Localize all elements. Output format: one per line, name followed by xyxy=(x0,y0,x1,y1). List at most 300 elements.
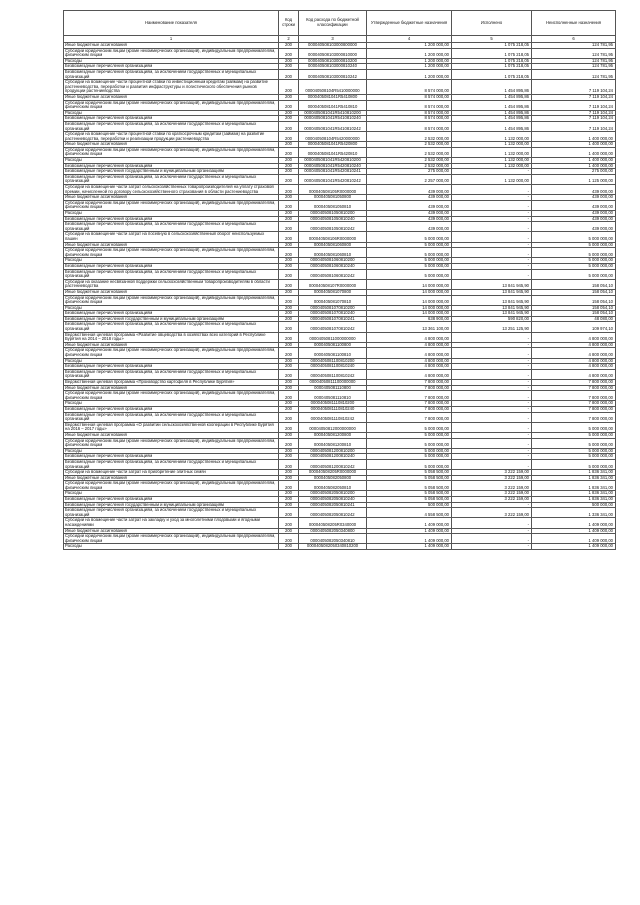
table-row xyxy=(64,422,616,432)
row-name: Безвозмездные перечисления государственным и муниципальным организациям xyxy=(64,316,279,322)
row-approved: 5 000 000,00 xyxy=(367,438,452,448)
row-code: 200 xyxy=(279,364,299,370)
row-name: Расходы xyxy=(64,58,279,64)
row-classification: 0000405081100810200 xyxy=(299,358,367,364)
row-approved: 1 409 000,00 xyxy=(367,518,452,528)
table-row xyxy=(64,121,616,131)
row-classification: 00004050811100000000 xyxy=(299,380,367,386)
row-executed: - xyxy=(452,169,532,175)
row-unexecuted: 4 800 000,00 xyxy=(532,342,616,348)
row-name: Субсидии юридическим лицам (кроме некоммерческих организаций), индивидуальным предпринимателям, физическим лицам xyxy=(64,147,279,157)
row-code: 200 xyxy=(279,216,299,222)
row-approved: 4 800 000,00 xyxy=(367,358,452,364)
row-approved: 5 000 000,00 xyxy=(367,269,452,279)
row-classification: 0000405081050810200 xyxy=(299,211,367,217)
row-executed: - xyxy=(452,369,532,379)
row-classification: 0000405082050800 xyxy=(299,475,367,481)
row-classification: 0000405081070810242 xyxy=(299,322,367,332)
row-name: Безвозмездные перечисления организациям xyxy=(64,116,279,122)
row-name: Иные бюджетные ассигнования xyxy=(64,528,279,534)
row-code: 200 xyxy=(279,332,299,342)
row-approved: 13 361 100,00 xyxy=(367,322,452,332)
row-unexecuted: 5 000 000,00 xyxy=(532,248,616,258)
row-classification: 0000405081050800 xyxy=(299,195,367,201)
row-code: 200 xyxy=(279,64,299,70)
row-code: 200 xyxy=(279,116,299,122)
row-unexecuted: 7 119 104,24 xyxy=(532,121,616,131)
row-name: Безвозмездные перечисления организациям, за исключением государственных и муниципальных организаций xyxy=(64,369,279,379)
row-classification: 0000405081041R5420810242 xyxy=(299,174,367,184)
row-unexecuted: 1 400 000,00 xyxy=(532,132,616,142)
row-approved: 2 532 000,00 xyxy=(367,163,452,169)
row-code: 200 xyxy=(279,195,299,201)
row-unexecuted: 4 800 000,00 xyxy=(532,332,616,342)
row-name: Иные бюджетные ассигнования xyxy=(64,94,279,100)
row-name: Безвозмездные перечисления организациям, за исключением государственных и муниципальных организаций xyxy=(64,508,279,518)
row-executed: 1 454 895,86 xyxy=(452,80,532,95)
row-unexecuted: 439 000,00 xyxy=(532,222,616,232)
row-approved: 4 800 000,00 xyxy=(367,348,452,358)
row-classification: 000040508103000800000 xyxy=(299,43,367,49)
row-name: Субсидии на возмещение части процентной ставки по краткосрочным кредитам (займам) на развитие растениеводства, переработки и реализации продукции растениеводства xyxy=(64,132,279,142)
column-number: 5 xyxy=(452,36,532,43)
row-classification: 0000405081100810 xyxy=(299,348,367,358)
row-classification: 0000405081070810241 xyxy=(299,316,367,322)
row-approved: 5 000 000,00 xyxy=(367,454,452,460)
row-executed: - xyxy=(452,406,532,412)
table-row xyxy=(64,459,616,469)
row-name: Субсидии на возмещение части затрат на закладку и уход за многолетними плодовыми и ягодными насаждениями xyxy=(64,518,279,528)
row-code: 200 xyxy=(279,200,299,210)
row-approved: 14 000 000,00 xyxy=(367,279,452,289)
row-name: Безвозмездные перечисления организациям, за исключением государственных и муниципальных организаций xyxy=(64,322,279,332)
row-approved: 439 000,00 xyxy=(367,222,452,232)
row-approved: 275 000,00 xyxy=(367,169,452,175)
row-name: Субсидии юридическим лицам (кроме некоммерческих организаций), индивидуальным предпринимателям, физическим лицам xyxy=(64,200,279,210)
row-approved: 14 000 000,00 xyxy=(367,289,452,295)
row-approved: 5 000 000,00 xyxy=(367,432,452,438)
row-executed: - xyxy=(452,232,532,242)
row-unexecuted: 124 781,95 xyxy=(532,58,616,64)
table-row xyxy=(64,518,616,528)
row-name: Расходы xyxy=(64,211,279,217)
row-executed: - xyxy=(452,222,532,232)
row-approved: 1 200 000,00 xyxy=(367,69,452,79)
row-classification: 000040508103000810240 xyxy=(299,64,367,70)
row-unexecuted: 5 000 000,00 xyxy=(532,263,616,269)
table-row xyxy=(64,69,616,79)
row-code: 200 xyxy=(279,406,299,412)
row-approved: 8 574 000,00 xyxy=(367,110,452,116)
row-classification: 0000405081041R5410800 xyxy=(299,94,367,100)
row-executed: 13 841 945,90 xyxy=(452,311,532,317)
row-name: Безвозмездные перечисления организациям, за исключением государственных и муниципальных организаций xyxy=(64,459,279,469)
row-classification: 0000405081041R5420810200 xyxy=(299,158,367,164)
row-classification: 0000405081070800 xyxy=(299,289,367,295)
row-executed: - xyxy=(452,438,532,448)
row-code: 200 xyxy=(279,43,299,49)
row-approved: 8 574 000,00 xyxy=(367,121,452,131)
row-unexecuted: 7 119 104,24 xyxy=(532,94,616,100)
row-code: 200 xyxy=(279,358,299,364)
row-code: 200 xyxy=(279,269,299,279)
row-classification: 0000405082050810 xyxy=(299,481,367,491)
row-classification: 0000405081041R5420810 xyxy=(299,147,367,157)
row-approved: 1 200 000,00 xyxy=(367,64,452,70)
row-name: Субсидии юридическим лицам (кроме некоммерческих организаций), индивидуальным предпринимателям, физическим лицам xyxy=(64,391,279,401)
row-name: Субсидии на возмещение части затрат сельскохозяйственных товаропроизводителей на уплату страховой премии, начисленной по договору сельскохозяйственного страхования в области растениеводства xyxy=(64,185,279,195)
row-executed: - xyxy=(452,385,532,391)
row-name: Иные бюджетные ассигнования xyxy=(64,195,279,201)
row-name: Безвозмездные перечисления организациям xyxy=(64,263,279,269)
row-executed: - xyxy=(452,454,532,460)
table-row xyxy=(64,332,616,342)
row-code: 200 xyxy=(279,279,299,289)
row-approved: 5 058 500,00 xyxy=(367,475,452,481)
row-name: Иные бюджетные ассигнования xyxy=(64,432,279,438)
row-approved: 5 000 000,00 xyxy=(367,459,452,469)
table-row xyxy=(64,534,616,544)
row-name: Расходы xyxy=(64,401,279,407)
table-row xyxy=(64,348,616,358)
row-unexecuted: 7 800 000,00 xyxy=(532,385,616,391)
table-row xyxy=(64,80,616,95)
row-classification: 000040508103000810200 xyxy=(299,58,367,64)
row-code: 200 xyxy=(279,432,299,438)
row-name: Безвозмездные перечисления организациям, за исключением государственных и муниципальных организаций xyxy=(64,269,279,279)
row-code: 200 xyxy=(279,242,299,248)
row-name: Ведомственная целевая программа «О развитии сельскохозяйственной кооперации в Республике Бурятия на 2016 – 2017 годы» xyxy=(64,422,279,432)
row-approved: 5 000 000,00 xyxy=(367,242,452,248)
row-code: 200 xyxy=(279,401,299,407)
row-unexecuted: 1 400 000,00 xyxy=(532,158,616,164)
row-approved: 14 000 000,00 xyxy=(367,295,452,305)
row-name: Расходы xyxy=(64,258,279,264)
row-approved: 439 000,00 xyxy=(367,216,452,222)
row-code: 200 xyxy=(279,544,299,550)
row-code: 200 xyxy=(279,385,299,391)
row-approved: 7 800 000,00 xyxy=(367,391,452,401)
row-executed: - xyxy=(452,448,532,454)
row-classification: 0000405081200800 xyxy=(299,432,367,438)
table-row xyxy=(64,295,616,305)
table-body xyxy=(64,43,616,550)
budget-execution-table xyxy=(63,10,616,550)
row-executed: 590 820,00 xyxy=(452,316,532,322)
row-code: 200 xyxy=(279,412,299,422)
row-unexecuted: 48 080,00 xyxy=(532,316,616,322)
row-unexecuted: 1 836 341,00 xyxy=(532,470,616,476)
row-code: 200 xyxy=(279,481,299,491)
column-number: 2 xyxy=(279,36,299,43)
row-classification: 0000405081110810240 xyxy=(299,406,367,412)
row-unexecuted: 7 800 000,00 xyxy=(532,391,616,401)
row-unexecuted: 1 836 341,00 xyxy=(532,497,616,503)
row-unexecuted: 7 119 104,24 xyxy=(532,110,616,116)
table-row xyxy=(64,132,616,142)
row-executed: 1 454 895,86 xyxy=(452,110,532,116)
row-unexecuted: 5 000 000,00 xyxy=(532,432,616,438)
row-code: 200 xyxy=(279,258,299,264)
row-unexecuted: 439 000,00 xyxy=(532,195,616,201)
row-unexecuted: 7 119 104,24 xyxy=(532,80,616,95)
row-classification: 0000405081050810242 xyxy=(299,222,367,232)
row-name: Иные бюджетные ассигнования xyxy=(64,142,279,148)
row-unexecuted: 7 800 000,00 xyxy=(532,412,616,422)
row-code: 200 xyxy=(279,174,299,184)
row-unexecuted: 7 800 000,00 xyxy=(532,406,616,412)
row-classification: 0000405082050810242 xyxy=(299,508,367,518)
row-approved: 5 000 000,00 xyxy=(367,263,452,269)
row-unexecuted: 5 000 000,00 xyxy=(532,269,616,279)
row-unexecuted: 4 800 000,00 xyxy=(532,358,616,364)
row-executed: - xyxy=(452,459,532,469)
row-code: 200 xyxy=(279,121,299,131)
row-name: Субсидии на возмещение части процентной ставки по инвестиционным кредитам (займам) на развитие растениеводства, переработки и развития инфраструктуры и логистического обеспечения рынков продукции растениеводства xyxy=(64,80,279,95)
table-row xyxy=(64,412,616,422)
row-executed: 3 222 159,00 xyxy=(452,470,532,476)
row-code: 200 xyxy=(279,322,299,332)
report-sheet xyxy=(63,10,615,550)
table-row xyxy=(64,248,616,258)
column-number-row xyxy=(64,36,616,43)
row-approved: 1 200 000,00 xyxy=(367,48,452,58)
row-classification: 0000405081041R5410810200 xyxy=(299,110,367,116)
header-row xyxy=(64,11,616,36)
row-approved: 5 058 500,00 xyxy=(367,497,452,503)
row-executed: 1 132 000,00 xyxy=(452,163,532,169)
table-row xyxy=(64,269,616,279)
row-executed: 13 841 945,90 xyxy=(452,279,532,289)
row-classification: 0000405082050340800 xyxy=(299,528,367,534)
row-code: 200 xyxy=(279,80,299,95)
row-name: Безвозмездные перечисления организациям xyxy=(64,163,279,169)
row-classification: 0000405081200810 xyxy=(299,438,367,448)
row-unexecuted: 5 000 000,00 xyxy=(532,242,616,248)
row-approved: 5 058 500,00 xyxy=(367,491,452,497)
row-name: Субсидии юридическим лицам (кроме некоммерческих организаций), индивидуальным предпринимателям, физическим лицам xyxy=(64,348,279,358)
row-executed: - xyxy=(452,248,532,258)
row-code: 200 xyxy=(279,391,299,401)
row-code: 200 xyxy=(279,169,299,175)
table-row xyxy=(64,147,616,157)
row-name: Субсидии юридическим лицам (кроме некоммерческих организаций), индивидуальным предпринимателям, физическим лицам xyxy=(64,438,279,448)
row-executed: 1 075 218,05 xyxy=(452,58,532,64)
row-code: 200 xyxy=(279,497,299,503)
row-executed: - xyxy=(452,528,532,534)
row-unexecuted: 275 000,00 xyxy=(532,169,616,175)
row-approved: 2 532 000,00 xyxy=(367,147,452,157)
row-approved: 4 800 000,00 xyxy=(367,364,452,370)
row-unexecuted: 439 000,00 xyxy=(532,200,616,210)
row-approved: 14 000 000,00 xyxy=(367,311,452,317)
row-classification: 0000405082050810200 xyxy=(299,491,367,497)
row-name: Субсидии юридическим лицам (кроме некоммерческих организаций), индивидуальным предпринимателям, физическим лицам xyxy=(64,534,279,544)
row-code: 200 xyxy=(279,147,299,157)
row-executed: - xyxy=(452,358,532,364)
row-unexecuted: 1 409 000,00 xyxy=(532,518,616,528)
row-classification: 0000405081070810200 xyxy=(299,305,367,311)
row-approved: 638 900,00 xyxy=(367,316,452,322)
row-classification: 0000405081110810200 xyxy=(299,401,367,407)
row-code: 200 xyxy=(279,185,299,195)
row-name: Безвозмездные перечисления организациям xyxy=(64,216,279,222)
header-unexecuted: Неисполненные назначения xyxy=(532,11,616,36)
row-code: 200 xyxy=(279,311,299,317)
row-unexecuted: 439 000,00 xyxy=(532,211,616,217)
row-executed: - xyxy=(452,544,532,550)
row-executed: 1 075 218,05 xyxy=(452,64,532,70)
row-approved: 1 409 000,00 xyxy=(367,544,452,550)
column-number: 3 xyxy=(299,36,367,43)
row-unexecuted: 1 409 000,00 xyxy=(532,534,616,544)
row-executed: - xyxy=(452,263,532,269)
row-approved: 1 200 000,00 xyxy=(367,43,452,49)
row-classification: 0000405081041R5420800 xyxy=(299,142,367,148)
row-unexecuted: 1 836 341,00 xyxy=(532,481,616,491)
row-classification: 0000405081060810 xyxy=(299,248,367,258)
row-classification: 000040508104R5410000000 xyxy=(299,80,367,95)
row-approved: 5 000 000,00 xyxy=(367,232,452,242)
row-code: 200 xyxy=(279,163,299,169)
row-classification: 0000405081060810240 xyxy=(299,263,367,269)
row-executed: - xyxy=(452,269,532,279)
row-code: 200 xyxy=(279,289,299,295)
row-classification: 0000405082050340810200 xyxy=(299,544,367,550)
header-executed: Исполнено xyxy=(452,11,532,36)
row-classification: 00004050811000000000 xyxy=(299,332,367,342)
row-code: 200 xyxy=(279,348,299,358)
row-classification: 0000405081050810240 xyxy=(299,216,367,222)
row-executed: 3 222 159,00 xyxy=(452,497,532,503)
row-executed: - xyxy=(452,211,532,217)
row-name: Субсидии на возмещение части затрат на посевную в сельскохозяйственный оборот неиспользуемых пашен xyxy=(64,232,279,242)
column-number: 4 xyxy=(367,36,452,43)
row-code: 200 xyxy=(279,342,299,348)
row-classification: 0000405081050810 xyxy=(299,200,367,210)
table-row xyxy=(64,48,616,58)
row-classification: 0000405081041R5410810242 xyxy=(299,121,367,131)
row-executed: - xyxy=(452,534,532,544)
row-name: Безвозмездные перечисления организациям xyxy=(64,406,279,412)
row-unexecuted: 7 800 000,00 xyxy=(532,380,616,386)
row-classification: 000040508103000810000 xyxy=(299,48,367,58)
row-executed: - xyxy=(452,242,532,248)
table-row xyxy=(64,322,616,332)
row-executed: 1 132 000,00 xyxy=(452,142,532,148)
row-classification: 000040508105R0000000 xyxy=(299,185,367,195)
row-executed: 1 132 000,00 xyxy=(452,174,532,184)
row-unexecuted: 124 781,95 xyxy=(532,64,616,70)
row-unexecuted: 1 125 000,00 xyxy=(532,174,616,184)
row-approved: 5 000 000,00 xyxy=(367,248,452,258)
row-classification: 0000405081110800 xyxy=(299,385,367,391)
row-name: Расходы xyxy=(64,358,279,364)
row-name: Ведомственная целевая программа «Производство картофеля в Республике Бурятия» xyxy=(64,380,279,386)
row-unexecuted: 5 000 000,00 xyxy=(532,422,616,432)
row-approved: 5 058 500,00 xyxy=(367,470,452,476)
row-unexecuted: 4 800 000,00 xyxy=(532,364,616,370)
row-name: Безвозмездные перечисления организациям, за исключением государственных и муниципальных организаций xyxy=(64,412,279,422)
row-approved: 8 574 000,00 xyxy=(367,100,452,110)
row-unexecuted: 109 974,10 xyxy=(532,322,616,332)
row-approved: 1 409 000,00 xyxy=(367,528,452,534)
table-row xyxy=(64,174,616,184)
table-row xyxy=(64,279,616,289)
row-name: Субсидии на оказание несвязанной поддержки сельскохозяйственным товаропроизводителям в области растениеводства xyxy=(64,279,279,289)
row-unexecuted: 158 054,10 xyxy=(532,305,616,311)
row-approved: 4 800 000,00 xyxy=(367,342,452,348)
row-name: Субсидии юридическим лицам (кроме некоммерческих организаций), индивидуальным предпринимателям, физическим лицам xyxy=(64,48,279,58)
row-name: Иные бюджетные ассигнования xyxy=(64,475,279,481)
row-executed: - xyxy=(452,391,532,401)
row-classification: 000040508103000810242 xyxy=(299,69,367,79)
row-unexecuted: 158 054,10 xyxy=(532,279,616,289)
header-name: Наименование показателя xyxy=(64,11,279,36)
table-row xyxy=(64,391,616,401)
row-executed: 3 222 159,00 xyxy=(452,475,532,481)
row-approved: 14 000 000,00 xyxy=(367,305,452,311)
row-executed: - xyxy=(452,185,532,195)
row-name: Иные бюджетные ассигнования xyxy=(64,43,279,49)
row-executed: - xyxy=(452,258,532,264)
row-name: Безвозмездные перечисления организациям xyxy=(64,454,279,460)
row-unexecuted: 7 119 104,24 xyxy=(532,100,616,110)
row-executed: 1 075 218,05 xyxy=(452,48,532,58)
row-code: 200 xyxy=(279,470,299,476)
row-classification: 0000405081060810200 xyxy=(299,258,367,264)
row-name: Безвозмездные перечисления организациям xyxy=(64,64,279,70)
table-row xyxy=(64,100,616,110)
row-unexecuted: 5 000 000,00 xyxy=(532,448,616,454)
row-approved: 2 532 000,00 xyxy=(367,132,452,142)
row-unexecuted: 5 000 000,00 xyxy=(532,258,616,264)
row-classification: 0000405081070810 xyxy=(299,295,367,305)
row-name: Иные бюджетные ассигнования xyxy=(64,342,279,348)
row-classification: 0000405081041R5410810240 xyxy=(299,116,367,122)
table-row xyxy=(64,200,616,210)
row-code: 200 xyxy=(279,295,299,305)
row-approved: 8 574 000,00 xyxy=(367,80,452,95)
row-executed: 1 454 895,86 xyxy=(452,94,532,100)
row-executed: - xyxy=(452,412,532,422)
row-code: 200 xyxy=(279,132,299,142)
row-classification: 000040508104R5420000000 xyxy=(299,132,367,142)
table-row xyxy=(64,222,616,232)
row-classification: 000040508205R0340000 xyxy=(299,518,367,528)
row-executed: - xyxy=(452,342,532,348)
row-executed: 1 132 000,00 xyxy=(452,132,532,142)
table-row xyxy=(64,481,616,491)
row-code: 200 xyxy=(279,380,299,386)
row-name: Иные бюджетные ассигнования xyxy=(64,385,279,391)
row-code: 200 xyxy=(279,422,299,432)
row-name: Иные бюджетные ассигнования xyxy=(64,289,279,295)
row-name: Субсидии юридическим лицам (кроме некоммерческих организаций), индивидуальным предпринимателям, физическим лицам xyxy=(64,481,279,491)
row-name: Безвозмездные перечисления организациям, за исключением государственных и муниципальных организаций xyxy=(64,174,279,184)
row-name: Иные бюджетные ассигнования xyxy=(64,242,279,248)
row-unexecuted: 4 800 000,00 xyxy=(532,369,616,379)
row-code: 200 xyxy=(279,454,299,460)
row-code: 200 xyxy=(279,248,299,258)
row-unexecuted: 1 836 341,00 xyxy=(532,491,616,497)
row-name: Расходы xyxy=(64,158,279,164)
row-unexecuted: 4 800 000,00 xyxy=(532,348,616,358)
table-row xyxy=(64,369,616,379)
row-approved: 2 532 000,00 xyxy=(367,142,452,148)
row-unexecuted: 124 781,95 xyxy=(532,48,616,58)
row-unexecuted: 7 800 000,00 xyxy=(532,401,616,407)
